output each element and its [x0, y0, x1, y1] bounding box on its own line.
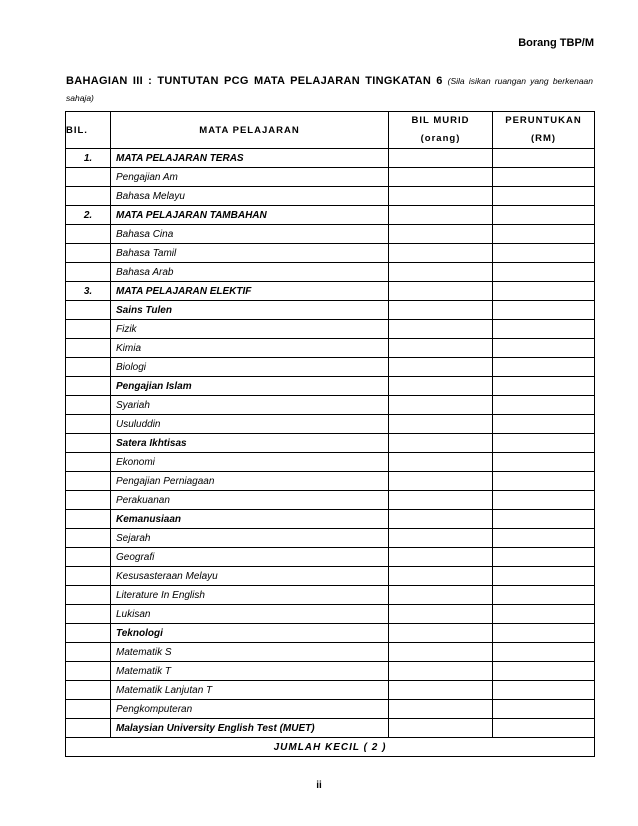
table-row [66, 567, 595, 586]
subject-label: Bahasa Tamil [111, 244, 389, 263]
student-count-cell[interactable] [389, 624, 493, 643]
table-row [66, 339, 595, 358]
student-count-cell[interactable] [389, 377, 493, 396]
student-count-cell[interactable] [389, 605, 493, 624]
subject-group-label: Sains Tulen [111, 301, 389, 320]
row-number [66, 453, 111, 472]
header-bil: BIL. [66, 112, 111, 149]
subject-label: Literature In English [111, 586, 389, 605]
row-number [66, 339, 111, 358]
row-number [66, 586, 111, 605]
allocation-cell[interactable] [493, 624, 595, 643]
table-row [66, 149, 595, 168]
subject-label: Geografi [111, 548, 389, 567]
allocation-cell[interactable] [493, 453, 595, 472]
student-count-cell[interactable] [389, 282, 493, 301]
row-number [66, 396, 111, 415]
total-row [66, 738, 595, 757]
table-row [66, 681, 595, 700]
page-number: ii [316, 780, 322, 791]
table-row [66, 624, 595, 643]
table-row [66, 434, 595, 453]
table-row [66, 396, 595, 415]
student-count-cell[interactable] [389, 719, 493, 738]
student-count-cell[interactable] [389, 320, 493, 339]
allocation-cell[interactable] [493, 396, 595, 415]
row-number [66, 415, 111, 434]
table-row [66, 225, 595, 244]
table-row [66, 586, 595, 605]
subject-label: Kesusasteraan Melayu [111, 567, 389, 586]
row-number [66, 624, 111, 643]
table-row [66, 643, 595, 662]
student-count-cell[interactable] [389, 206, 493, 225]
table-row [66, 605, 595, 624]
allocation-cell[interactable] [493, 472, 595, 491]
allocation-cell[interactable] [493, 301, 595, 320]
row-number [66, 548, 111, 567]
subject-label: Pengkomputeran [111, 700, 389, 719]
row-number: 3. [66, 282, 111, 301]
subject-group-label: MATA PELAJARAN ELEKTIF [111, 282, 389, 301]
allocation-cell[interactable] [493, 491, 595, 510]
allocation-cell[interactable] [493, 339, 595, 358]
allocation-cell[interactable] [493, 187, 595, 206]
table-row [66, 206, 595, 225]
subject-label: Bahasa Cina [111, 225, 389, 244]
subject-label: Fizik [111, 320, 389, 339]
allocation-cell[interactable] [493, 225, 595, 244]
subject-group-label: Teknologi [111, 624, 389, 643]
header-subject: MATA PELAJARAN [111, 112, 389, 149]
allocation-cell[interactable] [493, 567, 595, 586]
row-number: 1. [66, 149, 111, 168]
subject-label: Usuluddin [111, 415, 389, 434]
header-allocation [493, 112, 595, 149]
allocation-cell[interactable] [493, 605, 595, 624]
row-number [66, 681, 111, 700]
student-count-cell[interactable] [389, 453, 493, 472]
student-count-cell[interactable] [389, 415, 493, 434]
subject-group-label: Satera Ikhtisas [111, 434, 389, 453]
student-count-cell[interactable] [389, 510, 493, 529]
student-count-cell[interactable] [389, 301, 493, 320]
student-count-cell[interactable] [389, 434, 493, 453]
header-allocation-line1: PERUNTUKAN [505, 115, 582, 126]
table-header-row [66, 112, 595, 149]
student-count-cell[interactable] [389, 662, 493, 681]
student-count-cell[interactable] [389, 244, 493, 263]
subject-group-label: MATA PELAJARAN TERAS [111, 149, 389, 168]
table-row [66, 453, 595, 472]
table-row [66, 282, 595, 301]
table-row [66, 548, 595, 567]
student-count-cell[interactable] [389, 472, 493, 491]
subject-label: Matematik S [111, 643, 389, 662]
subject-label: Ekonomi [111, 453, 389, 472]
section-title: BAHAGIAN III : TUNTUTAN PCG MATA PELAJARAN TINGKATAN 6 [66, 75, 443, 87]
row-number [66, 719, 111, 738]
allocation-cell[interactable] [493, 586, 595, 605]
subject-label: Pengajian Am [111, 168, 389, 187]
subject-group-label: Malaysian University English Test (MUET) [111, 719, 389, 738]
student-count-cell[interactable] [389, 681, 493, 700]
subject-group-label: Kemanusiaan [111, 510, 389, 529]
allocation-cell[interactable] [493, 149, 595, 168]
row-number [66, 605, 111, 624]
allocation-cell[interactable] [493, 529, 595, 548]
total-label: JUMLAH KECIL ( 2 ) [66, 738, 595, 757]
allocation-cell[interactable] [493, 700, 595, 719]
section-note: (Sila isikan ruangan yang berkenaan sahaja) [66, 76, 593, 103]
subject-label: Pengajian Perniagaan [111, 472, 389, 491]
header-student-count [389, 112, 493, 149]
subject-label: Perakuanan [111, 491, 389, 510]
table-row [66, 301, 595, 320]
allocation-cell[interactable] [493, 415, 595, 434]
table-row [66, 320, 595, 339]
row-number: 2. [66, 206, 111, 225]
form-code: Borang TBP/M [518, 37, 594, 49]
subject-label: Bahasa Arab [111, 263, 389, 282]
header-student-count-line1: BIL MURID [411, 115, 470, 126]
student-count-cell[interactable] [389, 700, 493, 719]
allocation-cell[interactable] [493, 434, 595, 453]
table-row [66, 263, 595, 282]
table-row [66, 168, 595, 187]
subject-group-label: MATA PELAJARAN TAMBAHAN [111, 206, 389, 225]
allocation-cell[interactable] [493, 548, 595, 567]
student-count-cell[interactable] [389, 168, 493, 187]
table-row [66, 529, 595, 548]
allocation-cell[interactable] [493, 320, 595, 339]
row-number [66, 472, 111, 491]
row-number [66, 491, 111, 510]
student-count-cell[interactable] [389, 567, 493, 586]
row-number [66, 510, 111, 529]
row-number [66, 225, 111, 244]
table-row [66, 377, 595, 396]
allocation-cell[interactable] [493, 377, 595, 396]
table-row [66, 491, 595, 510]
student-count-cell[interactable] [389, 396, 493, 415]
student-count-cell[interactable] [389, 491, 493, 510]
row-number [66, 662, 111, 681]
subject-label: Sejarah [111, 529, 389, 548]
row-number [66, 529, 111, 548]
student-count-cell[interactable] [389, 225, 493, 244]
table-row [66, 510, 595, 529]
allocation-cell[interactable] [493, 168, 595, 187]
section-heading [66, 73, 593, 107]
allocation-cell[interactable] [493, 681, 595, 700]
allocation-cell[interactable] [493, 206, 595, 225]
subject-label: Lukisan [111, 605, 389, 624]
subject-label: Matematik Lanjutan T [111, 681, 389, 700]
student-count-cell[interactable] [389, 548, 493, 567]
student-count-cell[interactable] [389, 187, 493, 206]
student-count-cell[interactable] [389, 643, 493, 662]
row-number [66, 643, 111, 662]
allocation-cell[interactable] [493, 719, 595, 738]
allocation-cell[interactable] [493, 510, 595, 529]
allocation-cell[interactable] [493, 282, 595, 301]
row-number [66, 434, 111, 453]
row-number [66, 263, 111, 282]
table-row [66, 415, 595, 434]
row-number [66, 700, 111, 719]
row-number [66, 358, 111, 377]
header-student-count-line2: (orang) [420, 133, 461, 144]
student-count-cell[interactable] [389, 358, 493, 377]
allocation-cell[interactable] [493, 643, 595, 662]
student-count-cell[interactable] [389, 529, 493, 548]
table-row [66, 700, 595, 719]
student-count-cell[interactable] [389, 263, 493, 282]
student-count-cell[interactable] [389, 586, 493, 605]
claims-table [65, 111, 595, 757]
table-row [66, 244, 595, 263]
row-number [66, 567, 111, 586]
row-number [66, 377, 111, 396]
student-count-cell[interactable] [389, 149, 493, 168]
subject-label: Matematik T [111, 662, 389, 681]
subject-label: Syariah [111, 396, 389, 415]
subject-group-label: Pengajian Islam [111, 377, 389, 396]
row-number [66, 301, 111, 320]
allocation-cell[interactable] [493, 358, 595, 377]
row-number [66, 168, 111, 187]
subject-label: Biologi [111, 358, 389, 377]
header-allocation-line2: (RM) [530, 133, 557, 144]
student-count-cell[interactable] [389, 339, 493, 358]
table-row [66, 662, 595, 681]
subject-label: Kimia [111, 339, 389, 358]
table-row [66, 187, 595, 206]
table-row [66, 719, 595, 738]
row-number [66, 187, 111, 206]
row-number [66, 320, 111, 339]
table-body [66, 149, 595, 738]
table-row [66, 358, 595, 377]
table-row [66, 472, 595, 491]
allocation-cell[interactable] [493, 662, 595, 681]
allocation-cell[interactable] [493, 263, 595, 282]
row-number [66, 244, 111, 263]
allocation-cell[interactable] [493, 244, 595, 263]
subject-label: Bahasa Melayu [111, 187, 389, 206]
